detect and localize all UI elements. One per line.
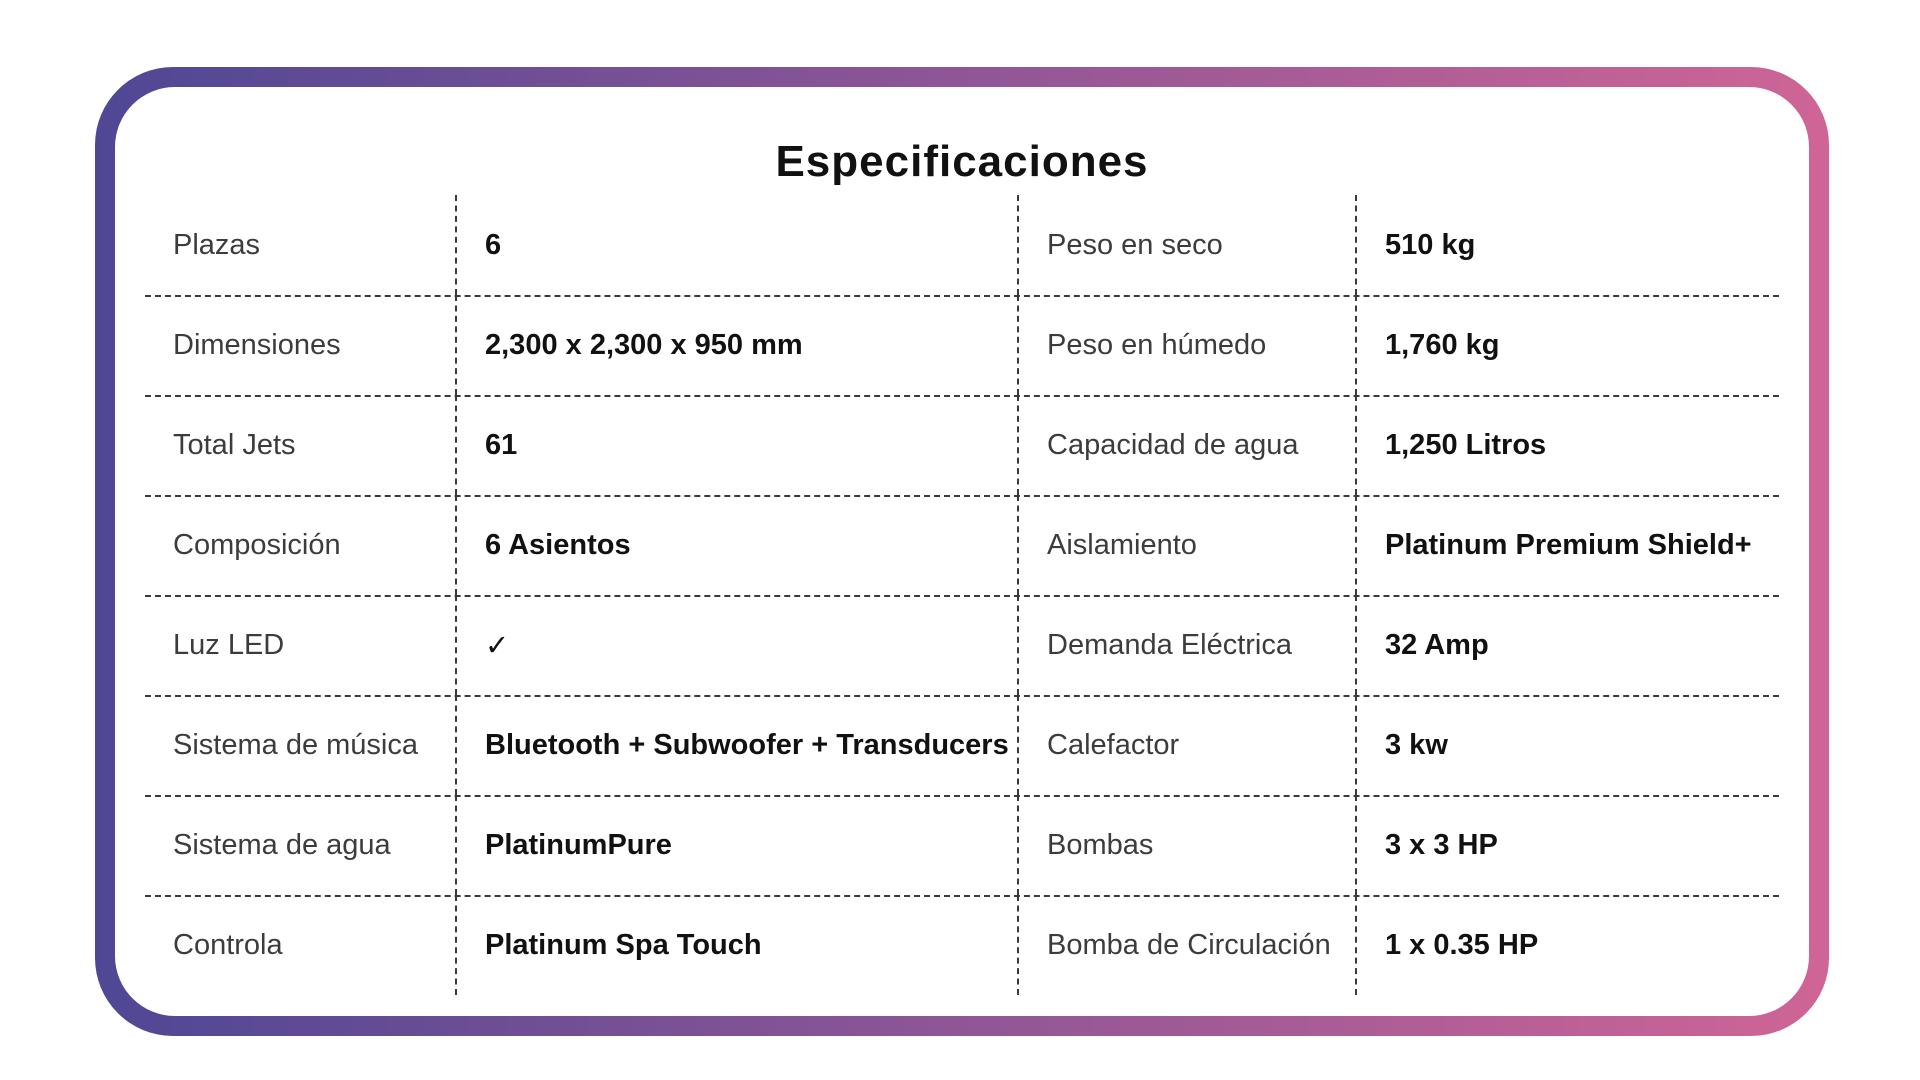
spec-value: 1 x 0.35 HP (1355, 895, 1779, 995)
spec-label: Luz LED (173, 628, 285, 661)
spec-label: Bombas (1017, 795, 1355, 895)
spec-card-body (115, 87, 1809, 1016)
spec-value: PlatinumPure (455, 795, 1017, 895)
spec-table (145, 195, 1779, 995)
spec-label: Composición (173, 528, 341, 561)
page-title: Especificaciones (775, 137, 1149, 186)
table-row (145, 495, 1779, 597)
spec-value: 1,760 kg (1355, 295, 1779, 395)
spec-label: Dimensiones (173, 328, 341, 361)
spec-value: 510 kg (1355, 195, 1779, 295)
spec-value: 3 x 3 HP (1355, 795, 1779, 895)
spec-value: Platinum Spa Touch (455, 895, 1017, 995)
table-row (145, 395, 1779, 497)
spec-value: 32 Amp (1355, 595, 1779, 695)
spec-label: Bomba de Circulación (1017, 895, 1355, 995)
table-row (145, 195, 1779, 297)
spec-card (95, 67, 1829, 1036)
spec-value: 2,300 x 2,300 x 950 mm (455, 295, 1017, 395)
check-icon: ✓ (455, 595, 1017, 695)
spec-label: Plazas (173, 228, 261, 261)
spec-label: Peso en seco (1017, 195, 1355, 295)
spec-value: 1,250 Litros (1355, 395, 1779, 495)
spec-label: Sistema de agua (173, 828, 391, 861)
spec-value: Bluetooth + Subwoofer + Transducers (455, 695, 1017, 795)
spec-value: 6 Asientos (455, 495, 1017, 595)
spec-label: Peso en húmedo (1017, 295, 1355, 395)
table-row (145, 795, 1779, 897)
spec-value: 61 (455, 395, 1017, 495)
table-row (145, 695, 1779, 797)
table-row (145, 295, 1779, 397)
table-row (145, 595, 1779, 697)
spec-label: Sistema de música (173, 728, 418, 761)
spec-label: Capacidad de agua (1017, 395, 1355, 495)
spec-label: Calefactor (1017, 695, 1355, 795)
spec-value: Platinum Premium Shield+ (1355, 495, 1779, 595)
spec-value: 6 (455, 195, 1017, 295)
spec-label: Aislamiento (1017, 495, 1355, 595)
spec-label: Total Jets (173, 428, 296, 461)
spec-label: Controla (173, 928, 283, 961)
table-row (145, 895, 1779, 995)
spec-value: 3 kw (1355, 695, 1779, 795)
spec-label: Demanda Eléctrica (1017, 595, 1355, 695)
